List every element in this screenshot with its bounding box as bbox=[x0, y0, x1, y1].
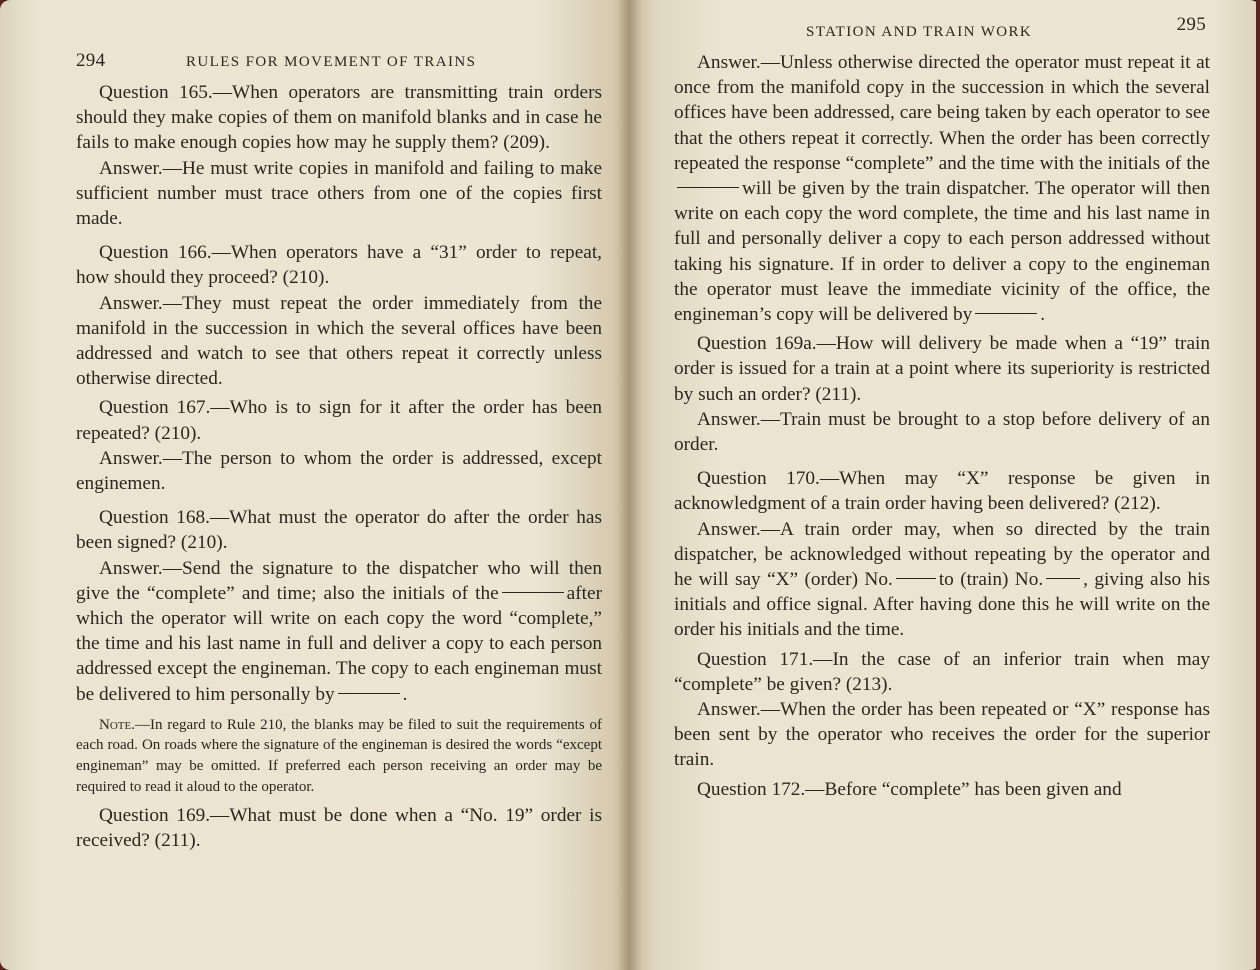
answer-text: Answer.—Unless otherwise directed the operator must repeat it at once from the manifold copy in the succession in which the several offices have been addressed, care being taken by each operator to see that the others repeat it correctly. When the order has been correctly repeated the response “complete” and the time with the initials of the bbox=[674, 52, 1210, 174]
blank-line bbox=[338, 693, 400, 694]
question-paragraph: Question 170.—When may “X” response be given in acknowledgment of a train order having been delivered? (212). bbox=[674, 468, 1210, 515]
answer-text: . bbox=[1040, 304, 1046, 326]
blank-line bbox=[502, 592, 564, 593]
blank-line bbox=[975, 313, 1037, 314]
question-paragraph: Question 171.—In the case of an inferior train when may “complete” be given? (213). bbox=[674, 648, 1210, 695]
book-cover-edge-right bbox=[1256, 0, 1260, 970]
answer-text: after which the operator will write on each copy the word “complete,” the time and his last name in full and deliver a copy to each person addressed except the engineman. The copy to each engineman must be delivered to him personally by bbox=[76, 582, 602, 705]
book-gutter bbox=[618, 0, 642, 970]
answer-paragraph: Answer.—When the order has been repeated or “X” response has been sent by the operator who receives the order for the superior train. bbox=[674, 699, 1210, 771]
page-number: 294 bbox=[76, 50, 106, 71]
answer-text: Answer.—A train order may, when so directed by the train dispatcher, be acknowledged without repeating by the operator and he will say “X” (order) No. bbox=[674, 518, 1210, 591]
answer-text: will be given by the train dispatcher. The operator will then write on each copy the word complete, the time and his last name in full and personally deliver a copy to each person addressed without taking his signature. If in order to deliver a copy to the engineman the operator must leave the immediate vicinity of the office, the engineman’s copy will be delivered by bbox=[674, 178, 1210, 326]
question-paragraph: Question 169.—What must be done when a “No. 19” order is received? (211). bbox=[76, 805, 602, 852]
blank-line bbox=[1046, 578, 1080, 579]
answer-paragraph bbox=[674, 517, 1210, 643]
answer-paragraph: Answer.—Train must be brought to a stop before delivery of an order. bbox=[674, 408, 1210, 456]
answer-paragraph: Answer.—They must repeat the order immediately from the manifold in the succession in which the several offices have been addressed and watch to see that others repeat it correctly unless otherwise directed. bbox=[76, 292, 602, 390]
question-paragraph: Question 165.—When operators are transmitting train orders should they make copies of them on manifold blanks and in case he fails to make enough copies how may he supply them? (209). bbox=[76, 82, 602, 154]
answer-paragraph bbox=[674, 50, 1210, 327]
answer-text: , giving also his initials and office signal. After having done this he will write on the order his initials and the time. bbox=[674, 569, 1210, 641]
question-paragraph: Question 172.—Before “complete” has been given and bbox=[697, 778, 1122, 800]
answer-paragraph: Answer.—The person to whom the order is addressed, except enginemen. bbox=[76, 447, 602, 495]
question-paragraph: Question 169a.—How will delivery be made when a “19” train order is issued for a train at a point where its superiority is restricted by such an order? (211). bbox=[674, 333, 1210, 405]
note-paragraph bbox=[76, 715, 602, 797]
answer-paragraph bbox=[76, 556, 602, 707]
running-head: STATION AND TRAIN WORK bbox=[806, 24, 1033, 40]
answer-text: . bbox=[402, 683, 408, 705]
page-number: 295 bbox=[1176, 14, 1206, 35]
blank-line bbox=[677, 187, 739, 188]
left-page-header bbox=[76, 44, 602, 80]
right-page bbox=[630, 0, 1260, 970]
question-paragraph: Question 167.—Who is to sign for it after the order has been repeated? (210). bbox=[76, 397, 602, 444]
answer-paragraph: Answer.—He must write copies in manifold and failing to make sufficient number must trace others from one of the copies first made. bbox=[76, 157, 602, 230]
answer-text: to (train) No. bbox=[938, 569, 1044, 591]
answer-text: Answer.—Send the signature to the dispatcher who will then give the “complete” and time; also the initials of the bbox=[76, 557, 602, 604]
running-head: RULES FOR MOVEMENT OF TRAINS bbox=[186, 54, 477, 70]
right-page-header bbox=[674, 14, 1210, 50]
note-label: Note. bbox=[99, 716, 135, 733]
question-paragraph: Question 168.—What must the operator do after the order has been signed? (210). bbox=[76, 507, 602, 554]
note-text: —In regard to Rule 210, the blanks may be filed to suit the requirements of each road. On roads where the signature of the engineman is desired the words “except engineman” may be omitted. If preferred each person receiving an order may be required to read it aloud to the operator. bbox=[76, 716, 602, 795]
blank-line bbox=[896, 578, 936, 579]
question-paragraph: Question 166.—When operators have a “31” order to repeat, how should they proceed? (210). bbox=[76, 242, 602, 289]
